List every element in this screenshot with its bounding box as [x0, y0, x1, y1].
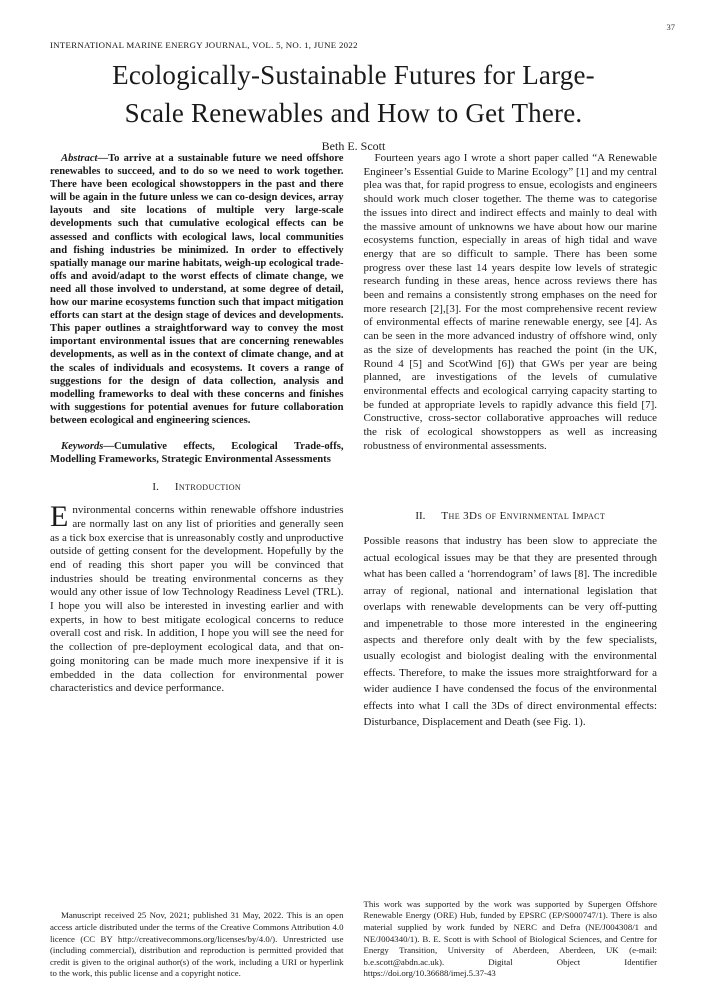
paper-title	[30, 56, 677, 132]
paper-title-line1: Ecologically-Sustainable Futures for Large-	[112, 60, 595, 90]
right-column	[364, 152, 658, 980]
introduction-text: nvironmental concerns within renewable offshore industries are normally last on any list of priorities and generally seen as a tick box exercise that is unreasonably costly and unproductive outside of getting consent for the development. Hopefully by the end of reading this short paper you will be convinced that industries should be treating environmental concerns as they would any other issue of low Technology Readiness Level (TRL). I hope you will also be interested in investing earlier and with experts, in how to best mitigate ecological concerns to reduce overall cost and risk. In addition, I hope you will see the need for the collection of pre-deployment ecological data, and that on-going monitoring can be made much more inexpensive if it is embedded in the data collection for environmental power characteristics and device performance.	[50, 504, 344, 695]
introduction-paragraph	[50, 500, 344, 696]
keywords-lead-in: Keywords	[61, 440, 104, 452]
author-name: Beth E. Scott	[321, 139, 386, 153]
drop-cap: E	[50, 500, 69, 534]
manuscript-footnote: Manuscript received 25 Nov, 2021; published 31 May, 2022. This is an open access article distributed under the terms of the Creative Commons Attribution 4.0 licence (CC BY http://creativecommons.org/licenses/by/4.0/). Unrestricted use (including commercial), distribution and reproduction is permitted provided that credit is given to the original author(s) of the work, including a URI or hyperlink to the work, this public license and a copyright notice.	[50, 910, 344, 979]
section-2-paragraph: Possible reasons that industry has been slow to appreciate the actual ecological issues may be that they are presented through what has been called a ‘horrendogram’ of laws [8]. The incredible array of regional, national and international legislation that overlaps with renewable developments can be very off-putting and impenetrable to those more interested in the engineering aspects and therefore only dealt with by the few specialists, usually ecologist and biologist dealing with the environmental effects. Therefore, to make the issues more straightforward for a wider audience I have condensed the focus of the environmental effects into what I call the 3Ds of direct environmental effects: Disturbance, Displacement and Death (see Fig. 1).	[363, 535, 657, 728]
right-paragraph-1: Fourteen years ago I wrote a short paper called “A Renewable Engineer’s Essential Guide to Marine Ecology” [1] and my central plea was that, for rapid progress to ensue, ecologists and engineers should work much closer together. The theme was to categorise the issues into direct and indirect effects and mainly to deal with the massive amount of unknowns we have about how our marine ecosystems function, especially in areas of high tidal and wave energy that are so difficult to sample. There has been some progress over these last 14 years despite low levels of strategic research funding in these areas, hence across reviews there has been and remains a consistently strong emphases on the need for more research [2],[3]. For the most comprehensive recent review of environmental effects of marine renewable energy, see [4]. As can be seen in the more advanced industry of offshore wind, only as the size of developments has reached the point (in the UK, Round 4 [5] and ScotWind [6]) that GWs per year are being planned, are investigations of the levels of cumulative environmental effects and ecological carrying capacity starting to be funded at appropriate levels to rapidly advance this field [7]. Constructive, cross-sector collaborative approaches will reduce the risk of ecological showstoppers as well as increasing robustness of environmental assessments.	[363, 152, 657, 452]
two-column-body	[50, 152, 657, 980]
keywords-text: —Cumulative effects, Ecological Trade-offs, Modelling Frameworks, Strategic Environmental Assessments	[50, 440, 344, 466]
section-title: Introduction	[174, 481, 242, 494]
section-heading-3ds	[364, 510, 658, 522]
section-number: I.	[152, 481, 159, 494]
abstract-text: —To arrive at a sustainable future we need offshore renewables to succeed, and to do so we need to work together. There have been ecological showstoppers in the past and there will be again in the future unless we can co-design devices, array layouts and site locations of multiple very large-scale developments such that cumulative ecological effects can be assessed and conflicts with ecological laws, local communities and fishing industries be minimized. In order to effectively spatially manage our marine habitats, weigh-up ecological trade-offs and avoid/adapt to the worst effects of climate change, we need all those involved to understand, at some degree of detail, how our marine ecosystems function such that impact mitigation efforts can start at the design stage of devices and developments. This paper outlines a straightforward way to convey the most important environmental issues that are concerning renewables developments, as well as in the context of climate change, and at the scales of individuals and ecosystems. It covers a range of suggestions for the design of data collection, analysis and modelling frameworks to deal with these concerns and finishes with suggestions for potential avenues for future collaboration between ecological and engineering sciences.	[50, 153, 344, 426]
title-block	[30, 56, 677, 154]
column-spacer	[364, 453, 658, 495]
page-number: 37	[666, 22, 675, 32]
funding-footnote: This work was supported by the work was supported by Supergen Offshore Renewable Energy (ORE) Hub, funded by EPSRC (EP/S000747/1). There is also material supplied by work funded by NERC and Defra (NE/J004308/1 and NE/J004340/1). B. E. Scott is with School of Biological Sciences, and Centre for Energy Transition, University of Aberdeen, Aberdeen, UK (e-mail: b.e.scott@abdn.ac.uk). Digital Object Identifier https://doi.org/10.36688/imej.5.37-43	[363, 898, 657, 979]
journal-header: INTERNATIONAL MARINE ENERGY JOURNAL, VOL. 5, NO. 1, JUNE 2022	[50, 40, 358, 50]
section-number: II.	[415, 510, 426, 523]
left-column	[50, 152, 344, 980]
keywords-paragraph	[50, 440, 344, 466]
abstract-paragraph	[50, 152, 344, 427]
paper-title-line2: Scale Renewables and How to Get There.	[124, 98, 583, 128]
section-heading-introduction	[50, 481, 344, 493]
section-title: The 3Ds of Envirnmental Impact	[441, 510, 606, 523]
abstract-lead-in: Abstract	[61, 153, 98, 164]
